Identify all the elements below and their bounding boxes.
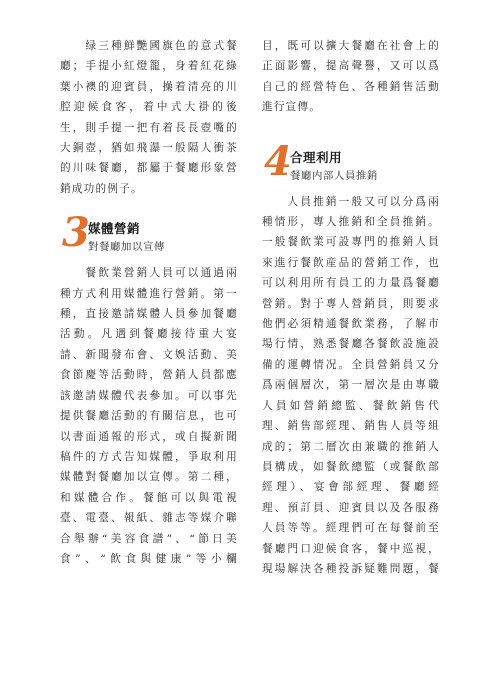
intro-paragraph-left xyxy=(60,36,238,199)
text-line: 理、預訂員、迎賓員以及各服務 xyxy=(262,501,440,514)
text-line: 稿件的方式告知媒體，爭取利用 xyxy=(60,450,238,463)
text-line: 大銅壺，猶如飛瀑一般隔人衝茶 xyxy=(60,142,238,155)
text-line: 可以利用所有員工的力量爲餐廳 xyxy=(262,277,440,290)
section-subtitle: 餐廳内部人員推銷 xyxy=(290,169,378,182)
section-subtitle: 對餐廳加以宣傳 xyxy=(88,241,165,254)
text-line: 目，既可以擴大餐廳在社會上的 xyxy=(262,40,440,52)
text-line: 绿三種鮮艷國旗色的意式餐 xyxy=(60,40,238,52)
text-line: 自己的經營特色、各種銷售活動 xyxy=(262,80,440,93)
section-3-heading xyxy=(60,209,238,259)
right-column xyxy=(262,36,440,579)
text-line: 種，直接邀請媒體人員參加餐廳 xyxy=(60,308,238,321)
text-line: 爲兩個層次，第一層次是由專職 xyxy=(262,379,440,392)
text-line: 他們必須精通餐飲業務，了解市 xyxy=(262,318,440,331)
text-line: 備的運轉情况。全員營銷員又分 xyxy=(262,358,440,371)
text-line: 種方式利用媒體進行營銷。第一 xyxy=(60,287,238,300)
text-line: 合舉辦“美容食譜”、“節日美 xyxy=(60,532,238,545)
text-line: 進行宣傳。 xyxy=(262,101,322,114)
text-line: 媒體對餐廳加以宣傳。第二種， xyxy=(60,471,238,484)
text-line: 以書面通報的形式，或自擬新聞 xyxy=(60,430,238,443)
section-title: 合理利用 xyxy=(290,149,343,165)
section-title: 媒體營銷 xyxy=(88,221,141,237)
text-line: 廳；手提小紅燈籠，身着紅花綠 xyxy=(60,60,238,73)
section-3-body xyxy=(60,263,238,569)
text-line: 種情形，專人推銷和全員推銷。 xyxy=(262,216,440,229)
text-line: 葉小襖的迎賓員，操着清亮的川 xyxy=(60,80,238,93)
text-line: 場行情，熟悉餐廳各餐飲設施設 xyxy=(262,338,440,351)
section-number: 3 xyxy=(62,209,90,257)
text-line: 經理）、宴會部經理、餐廳經 xyxy=(262,481,440,494)
text-line: 食”、“飲食與健康”等小欄 xyxy=(60,552,238,565)
text-line: 一般餐飲業可設專門的推銷人員 xyxy=(262,236,440,249)
text-line: 該邀請媒體代表參加。可以事先 xyxy=(60,389,238,402)
text-line: 食節慶等活動時，營銷人員都應 xyxy=(60,369,238,382)
text-line: 來進行餐飲産品的營銷工作，也 xyxy=(262,256,440,269)
text-line: 銷成功的例子。 xyxy=(60,182,143,195)
text-line: 腔迎候食客，着中式大褂的後 xyxy=(60,101,238,114)
text-line: 餐飲業營銷人員可以通過兩 xyxy=(60,267,238,280)
text-line: 營銷。對于專人營銷員，則要求 xyxy=(262,297,440,310)
text-line: 請、新聞發布會、文娛活動、美 xyxy=(60,348,238,361)
section-number: 4 xyxy=(264,137,292,185)
text-line: 和媒體合作。餐館可以與電視 xyxy=(60,491,238,504)
text-line: 人員推銷一般又可以分爲兩 xyxy=(262,195,440,208)
text-line: 人員等等。經理們可在每餐前至 xyxy=(262,522,440,535)
text-line: 成的；第二層次由兼職的推銷人 xyxy=(262,440,440,453)
text-line: 的川味餐廳，都屬于餐廳形象營 xyxy=(60,162,238,175)
section-4-body xyxy=(262,192,440,580)
text-line: 理、銷售部經理、銷售人員等組 xyxy=(262,420,440,433)
text-line: 現場解決各種投訴疑難問題，餐 xyxy=(262,562,440,575)
section-4-heading xyxy=(262,137,440,188)
text-line: 正面影響，提高聲譽，又可以爲 xyxy=(262,60,440,73)
text-line: 人員如營銷總監、餐飲銷售代 xyxy=(262,399,440,412)
text-line: 餐廳門口迎候食客，餐中巡視， xyxy=(262,542,440,555)
text-line: 生，則手提一把有着長長壺嘴的 xyxy=(60,121,238,134)
text-line: 員構成，如餐飲總監（或餐飲部 xyxy=(262,460,440,473)
intro-paragraph-right xyxy=(262,36,440,118)
text-line: 臺、電臺、報紙、雜志等媒介聯 xyxy=(60,512,238,525)
text-line: 提供餐廳活動的有關信息，也可 xyxy=(60,410,238,423)
left-column xyxy=(60,36,238,569)
text-line: 活動。凡遇到餐廳接待重大宴 xyxy=(60,328,238,341)
